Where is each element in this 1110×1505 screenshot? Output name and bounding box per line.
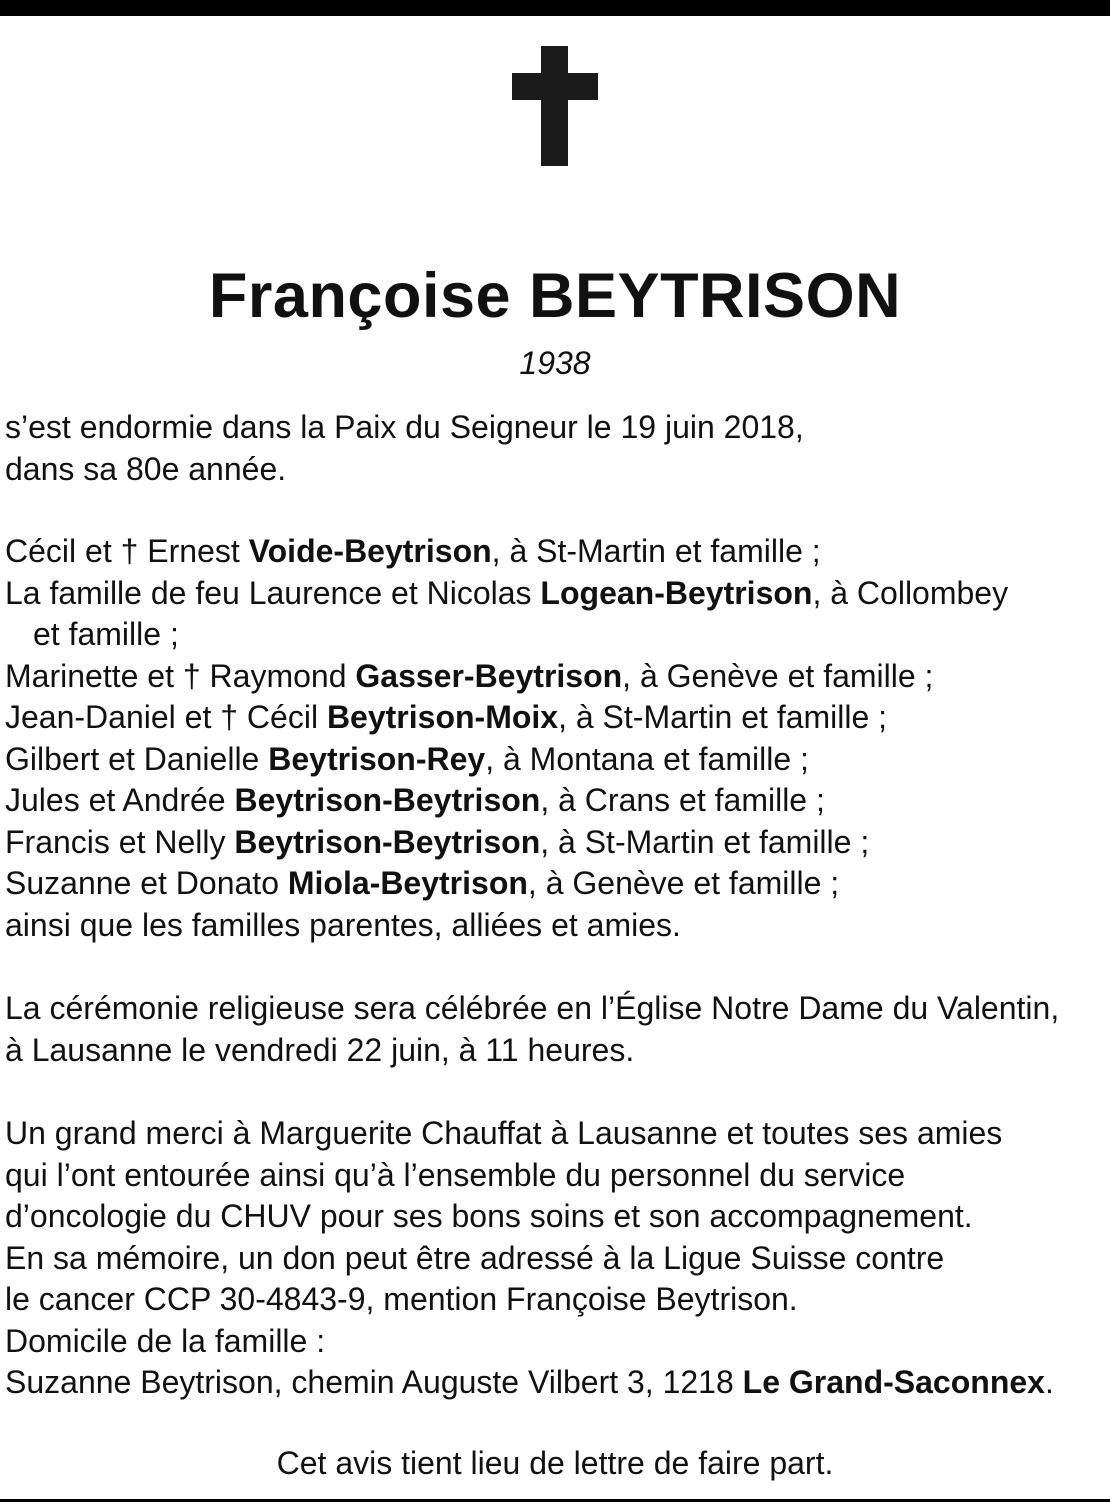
thanks-line: Un grand merci à Marguerite Chauffat à Lausanne et toutes ses amies — [5, 1115, 1003, 1151]
family-name: Le Grand-Saconnex — [742, 1364, 1045, 1400]
thanks-line: En sa mémoire, un don peut être adressé à la Ligue Suisse contre — [5, 1239, 945, 1276]
ceremony-line: à Lausanne le vendredi 22 juin, à 11 heures. — [5, 1031, 635, 1068]
thanks-line: qui l’ont entourée ainsi qu’à l’ensemble du personnel du service — [5, 1156, 906, 1193]
family-name: Miola-Beytrison — [287, 865, 528, 901]
family-name: Beytrison-Beytrison — [234, 823, 541, 860]
cross-icon — [512, 46, 598, 166]
family-line: Jules et Andrée Beytrison-Beytrison, à Crans et famille ; — [5, 782, 825, 818]
footer-note: Cet avis tient lieu de lettre de faire part. — [276, 1445, 834, 1481]
family-line: Marinette et † Raymond Gasser-Beytrison, à Genève et famille ; — [5, 657, 934, 694]
family-name: Beytrison-Beytrison — [234, 782, 541, 818]
family-line: et famille ; — [33, 616, 179, 652]
family-line: Francis et Nelly Beytrison-Beytrison, à St-Martin et famille ; — [5, 823, 870, 860]
bottom-border-rule — [0, 1499, 1110, 1502]
family-line: Cécil et † Ernest Voide-Beytrison, à St-Martin et famille ; — [5, 533, 821, 569]
intro-line: dans sa 80e année. — [5, 450, 287, 487]
family-line: Jean-Daniel et † Cécil Beytrison-Moix, à St-Martin et famille ; — [5, 699, 888, 735]
family-name: Logean-Beytrison — [540, 574, 813, 611]
thanks-paragraph — [5, 1113, 1110, 1404]
intro-line: s’est endormie dans la Paix du Seigneur le 19 juin 2018, — [5, 409, 804, 445]
family-name: Voide-Beytrison — [248, 533, 492, 569]
top-border-rule — [0, 0, 1110, 16]
family-name: Beytrison-Moix — [326, 699, 559, 735]
birth-year: 1938 — [519, 345, 591, 381]
thanks-line: d’oncologie du CHUV pour ses bons soins et son accompagnement. — [5, 1198, 973, 1234]
family-name: Beytrison-Rey — [268, 740, 486, 777]
ceremony-line: La cérémonie religieuse sera célébrée en l’Église Notre Dame du Valentin, — [5, 990, 1060, 1026]
thanks-line: le cancer CCP 30-4843-9, mention Françoise Beytrison. — [5, 1281, 798, 1317]
family-name: Gasser-Beytrison — [355, 657, 623, 694]
thanks-line: Domicile de la famille : — [5, 1322, 326, 1359]
family-line: Gilbert et Danielle Beytrison-Rey, à Montana et famille ; — [5, 740, 809, 777]
ceremony-paragraph — [5, 988, 1110, 1071]
family-list — [5, 531, 1110, 946]
family-line: La famille de feu Laurence et Nicolas Logean-Beytrison, à Collombey — [5, 574, 1009, 611]
thanks-line: Suzanne Beytrison, chemin Auguste Vilbert 3, 1218 Le Grand-Saconnex. — [5, 1364, 1054, 1400]
family-line: Suzanne et Donato Miola-Beytrison, à Genève et famille ; — [5, 865, 840, 901]
family-line: ainsi que les familles parentes, alliées et amies. — [5, 906, 681, 943]
intro-paragraph — [5, 407, 1110, 490]
deceased-name: Françoise BEYTRISON — [208, 261, 902, 331]
